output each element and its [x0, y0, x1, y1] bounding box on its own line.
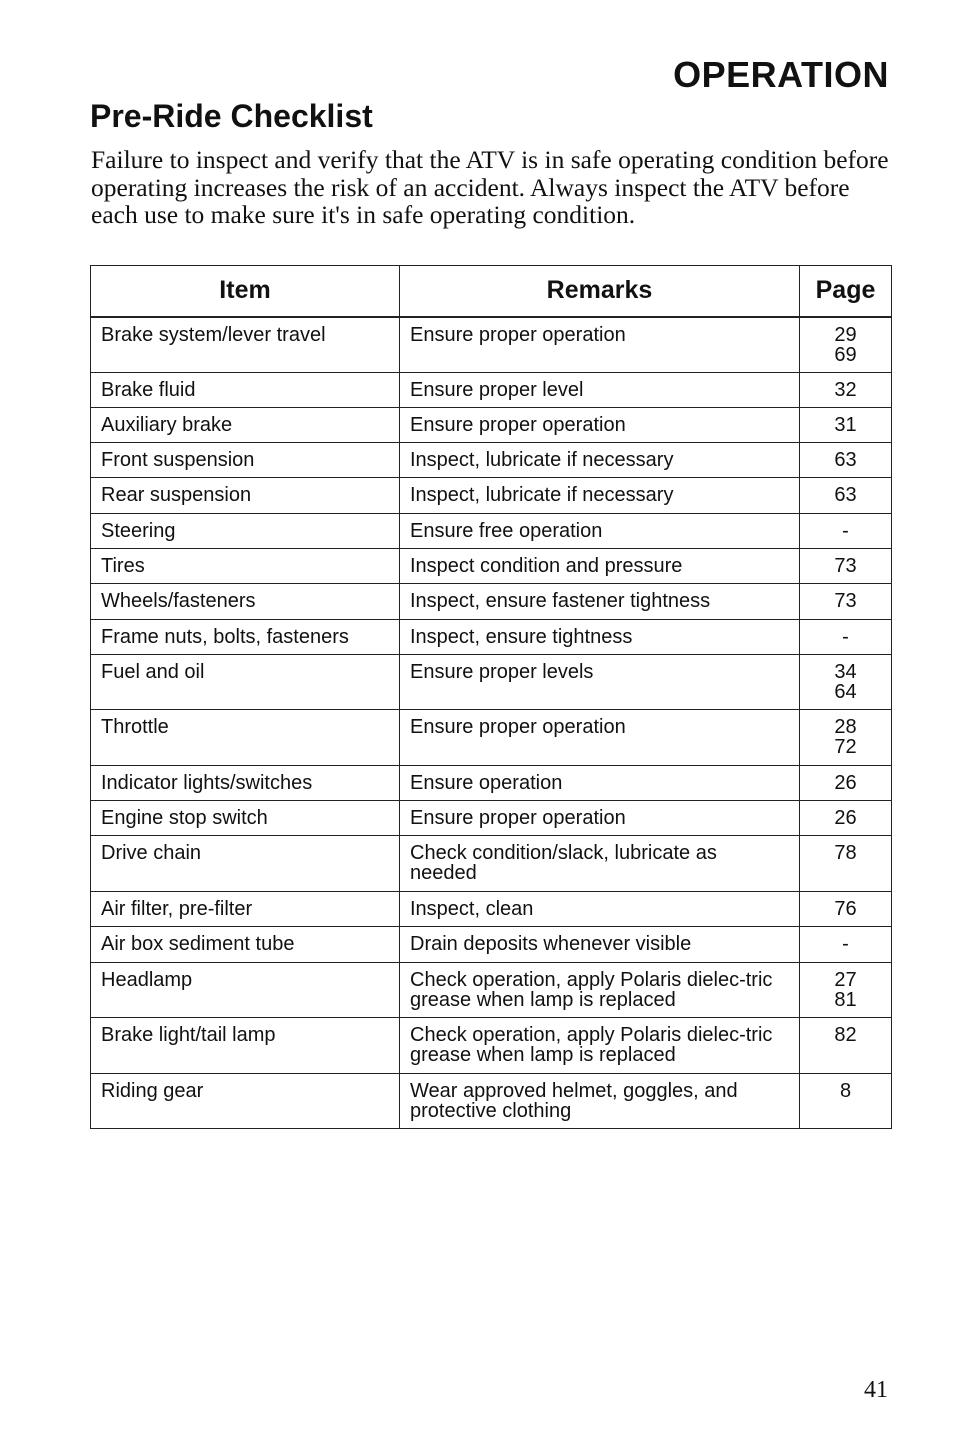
table-row	[91, 513, 892, 548]
cell-item: Rear suspension	[91, 478, 400, 513]
table-row	[91, 478, 892, 513]
table-row	[91, 372, 892, 407]
table-row	[91, 927, 892, 962]
cell-page	[800, 548, 892, 583]
table-row	[91, 1073, 892, 1129]
page-reference: 73	[834, 554, 857, 577]
cell-page	[800, 407, 892, 442]
page-reference: 28	[834, 716, 857, 739]
cell-item: Brake system/lever travel	[91, 317, 400, 373]
table-row	[91, 836, 892, 892]
cell-item: Air box sediment tube	[91, 927, 400, 962]
page-reference: 8	[839, 1079, 852, 1102]
cell-item: Throttle	[91, 710, 400, 766]
table-row	[91, 1018, 892, 1074]
cell-item: Auxiliary brake	[91, 407, 400, 442]
cell-page	[800, 710, 892, 766]
page-reference: 72	[834, 736, 857, 759]
cell-item: Fuel and oil	[91, 654, 400, 710]
cell-page	[800, 654, 892, 710]
table-row	[91, 654, 892, 710]
page-title: Pre-Ride Checklist	[90, 98, 373, 134]
cell-item: Tires	[91, 548, 400, 583]
cell-remarks: Ensure proper level	[400, 372, 800, 407]
cell-remarks: Ensure proper levels	[400, 654, 800, 710]
cell-remarks: Inspect, lubricate if necessary	[400, 443, 800, 478]
cell-remarks: Ensure proper operation	[400, 710, 800, 766]
page-reference: 78	[834, 842, 857, 865]
page-reference: -	[842, 625, 849, 648]
page-reference: 69	[834, 343, 857, 366]
cell-remarks: Ensure operation	[400, 765, 800, 800]
cell-page	[800, 584, 892, 619]
cell-page	[800, 962, 892, 1018]
page-reference: 34	[834, 660, 857, 683]
cell-item: Steering	[91, 513, 400, 548]
cell-item: Brake fluid	[91, 372, 400, 407]
page-reference: 29	[834, 323, 857, 346]
page-reference: -	[842, 519, 849, 542]
cell-page	[800, 927, 892, 962]
column-header-item: Item	[91, 266, 400, 317]
page-reference: -	[842, 933, 849, 956]
cell-page	[800, 372, 892, 407]
cell-page	[800, 619, 892, 654]
cell-remarks: Inspect, ensure fastener tightness	[400, 584, 800, 619]
page-reference: 73	[834, 590, 857, 613]
cell-remarks: Inspect, ensure tightness	[400, 619, 800, 654]
table-header-row	[91, 266, 892, 317]
cell-item: Headlamp	[91, 962, 400, 1018]
table-row	[91, 619, 892, 654]
page-reference: 82	[834, 1024, 857, 1047]
page-reference: 27	[834, 968, 857, 991]
cell-page	[800, 765, 892, 800]
cell-remarks: Ensure proper operation	[400, 801, 800, 836]
cell-remarks: Ensure proper operation	[400, 407, 800, 442]
cell-item: Engine stop switch	[91, 801, 400, 836]
table-row	[91, 962, 892, 1018]
cell-remarks: Check condition/slack, lubricate as needed	[400, 836, 800, 892]
cell-page	[800, 513, 892, 548]
cell-page	[800, 317, 892, 373]
page-reference: 81	[834, 988, 857, 1011]
page-reference: 63	[834, 484, 857, 507]
cell-item: Front suspension	[91, 443, 400, 478]
table-row	[91, 891, 892, 926]
cell-item: Indicator lights/switches	[91, 765, 400, 800]
cell-page	[800, 891, 892, 926]
page-reference: 26	[834, 771, 857, 794]
cell-remarks: Wear approved helmet, goggles, and protective clothing	[400, 1073, 800, 1129]
cell-item: Frame nuts, bolts, fasteners	[91, 619, 400, 654]
page-reference: 32	[834, 378, 857, 401]
cell-remarks: Ensure proper operation	[400, 317, 800, 373]
cell-remarks: Inspect condition and pressure	[400, 548, 800, 583]
section-header: OPERATION	[673, 54, 889, 95]
table-row	[91, 317, 892, 373]
table-row	[91, 765, 892, 800]
page-reference: 64	[834, 680, 857, 703]
cell-page	[800, 478, 892, 513]
cell-page	[800, 1018, 892, 1074]
intro-paragraph: Failure to inspect and verify that the ATV is in safe operating condition before operating increases the risk of an accident. Always inspect the ATV before each use to make sure it's in safe operating condition.	[91, 145, 889, 229]
page-reference: 26	[834, 807, 857, 830]
column-header-remarks: Remarks	[400, 266, 800, 317]
table-row	[91, 584, 892, 619]
pre-ride-checklist-table	[90, 265, 892, 1129]
page-reference: 63	[834, 449, 857, 472]
page-number: 41	[864, 1377, 888, 1403]
cell-remarks: Inspect, lubricate if necessary	[400, 478, 800, 513]
cell-page	[800, 1073, 892, 1129]
cell-remarks: Check operation, apply Polaris dielec-tric grease when lamp is replaced	[400, 962, 800, 1018]
cell-item: Brake light/tail lamp	[91, 1018, 400, 1074]
table-row	[91, 801, 892, 836]
page-reference: 31	[834, 413, 857, 436]
cell-remarks: Inspect, clean	[400, 891, 800, 926]
cell-remarks: Ensure free operation	[400, 513, 800, 548]
cell-page	[800, 801, 892, 836]
page-reference: 76	[834, 897, 857, 920]
cell-item: Riding gear	[91, 1073, 400, 1129]
cell-remarks: Drain deposits whenever visible	[400, 927, 800, 962]
cell-item: Wheels/fasteners	[91, 584, 400, 619]
cell-item: Air filter, pre-filter	[91, 891, 400, 926]
table-body	[91, 317, 892, 1129]
table-row	[91, 548, 892, 583]
cell-item: Drive chain	[91, 836, 400, 892]
cell-page	[800, 443, 892, 478]
table-row	[91, 443, 892, 478]
cell-page	[800, 836, 892, 892]
table-row	[91, 710, 892, 766]
cell-remarks: Check operation, apply Polaris dielec-tric grease when lamp is replaced	[400, 1018, 800, 1074]
table-row	[91, 407, 892, 442]
column-header-page: Page	[800, 266, 892, 317]
